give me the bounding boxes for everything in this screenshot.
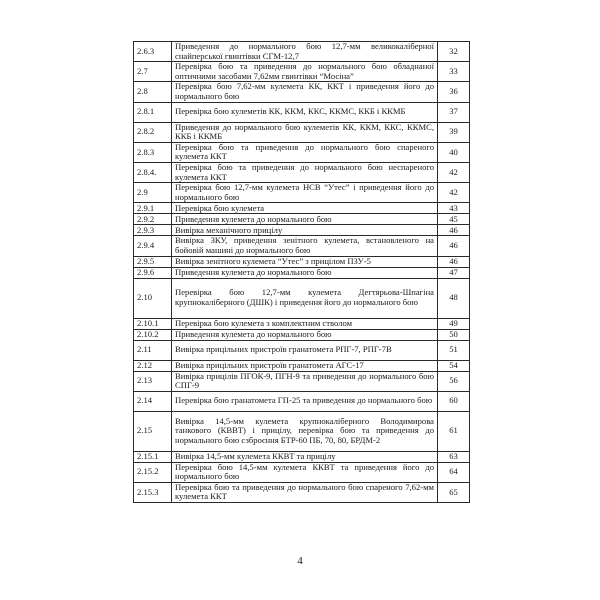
toc-row (134, 203, 470, 214)
toc-section-title: Вивірка ЗКУ, приведення зенітного кулемета, встановленого на бойовій машині до нормального бою (172, 236, 438, 256)
toc-section-title: Вивірка прицільних пристроїв гранатомета РПГ-7, РПГ-7В (172, 340, 438, 360)
toc-section-title: Приведення кулемета до нормального бою (172, 267, 438, 278)
toc-section-number: 2.10 (134, 278, 172, 318)
toc-section-number: 2.9.5 (134, 256, 172, 267)
toc-row (134, 142, 470, 162)
toc-page-number: 46 (438, 236, 470, 256)
toc-row (134, 236, 470, 256)
toc-page-number: 43 (438, 203, 470, 214)
toc-section-title: Приведення до нормального бою кулеметів КК, ККМ, ККС, ККМС, ККБ і ККМБ (172, 122, 438, 142)
toc-section-title: Вивірка прицілів ПГОК-9, ПГН-9 та приведення до нормального бою СПГ-9 (172, 371, 438, 391)
toc-body (134, 42, 470, 503)
toc-row (134, 62, 470, 82)
toc-page-number: 46 (438, 256, 470, 267)
toc-page-number: 50 (438, 329, 470, 340)
toc-section-number: 2.7 (134, 62, 172, 82)
page-number: 4 (297, 555, 303, 567)
toc-section-number: 2.10.2 (134, 329, 172, 340)
toc-section-title: Перевірка бою гранатомета ГП-25 та приведення до нормального бою (172, 391, 438, 411)
toc-page-number: 42 (438, 183, 470, 203)
toc-page-number: 47 (438, 267, 470, 278)
toc-page-number: 33 (438, 62, 470, 82)
toc-section-title: Приведення кулемета до нормального бою (172, 329, 438, 340)
toc-page-number: 32 (438, 42, 470, 62)
toc-row (134, 42, 470, 62)
toc-row (134, 183, 470, 203)
toc-page-number: 40 (438, 142, 470, 162)
toc-section-number: 2.11 (134, 340, 172, 360)
toc-page-number: 49 (438, 318, 470, 329)
toc-section-title: Перевірка бою кулемета (172, 203, 438, 214)
toc-row (134, 482, 470, 502)
toc-section-title: Перевірка бою 14,5-мм кулемета ККВТ та приведення його до нормального бою (172, 462, 438, 482)
toc-row (134, 411, 470, 451)
toc-section-title: Перевірка бою 12,7-мм кулемета Дегтярьова-Шпагіна крупнокаліберного (ДШК) і приведення його до нормального бою (172, 278, 438, 318)
toc-page-number: 37 (438, 102, 470, 122)
toc-row (134, 122, 470, 142)
toc-page-number: 48 (438, 278, 470, 318)
toc-page-number: 64 (438, 462, 470, 482)
toc-section-number: 2.9.2 (134, 214, 172, 225)
toc-section-number: 2.14 (134, 391, 172, 411)
toc-section-title: Перевірка бою кулеметів КК, ККМ, ККС, ККМС, ККБ і ККМБ (172, 102, 438, 122)
toc-page-number: 42 (438, 162, 470, 182)
toc-page-number: 61 (438, 411, 470, 451)
toc-row (134, 462, 470, 482)
toc-section-number: 2.8.1 (134, 102, 172, 122)
toc-section-number: 2.9 (134, 183, 172, 203)
toc-section-title: Приведення до нормального бою 12,7-мм великокаліберної снайперської гвинтівки СГМ-12,7 (172, 42, 438, 62)
toc-row (134, 267, 470, 278)
toc-row (134, 329, 470, 340)
toc-section-number: 2.9.6 (134, 267, 172, 278)
toc-row (134, 102, 470, 122)
table-of-contents (133, 41, 470, 503)
toc-section-number: 2.6.3 (134, 42, 172, 62)
toc-section-number: 2.12 (134, 360, 172, 371)
toc-section-number: 2.15.2 (134, 462, 172, 482)
toc-section-number: 2.15.3 (134, 482, 172, 502)
toc-section-title: Вивірка прицільних пристроїв гранатомета АГС-17 (172, 360, 438, 371)
toc-page-number: 46 (438, 225, 470, 236)
toc-section-number: 2.8.4. (134, 162, 172, 182)
toc-row (134, 278, 470, 318)
toc-row (134, 256, 470, 267)
toc-section-title: Перевірка бою 12,7-мм кулемета НСВ “Утес” і приведення його до нормального бою (172, 183, 438, 203)
toc-row (134, 360, 470, 371)
toc-row (134, 162, 470, 182)
toc-section-title: Перевірка бою та приведення до нормального бою неспареного кулемета ККТ (172, 162, 438, 182)
toc-page-number: 65 (438, 482, 470, 502)
toc-section-number: 2.15 (134, 411, 172, 451)
toc-section-title: Вивірка механічного прицілу (172, 225, 438, 236)
toc-row (134, 451, 470, 462)
toc-row (134, 340, 470, 360)
toc-page-number: 54 (438, 360, 470, 371)
toc-section-number: 2.9.3 (134, 225, 172, 236)
toc-section-title: Перевірка бою 7,62-мм кулемета КК, ККТ і приведення його до нормального бою (172, 82, 438, 102)
toc-section-title: Вивірка 14,5-мм кулемета крупнокаліберного Володимирова танкового (КВВТ) і прицілу, перевірка бою та приведення до нормального бою сзброєння БТР-60 ПБ, 70, 80, БРДМ-2 (172, 411, 438, 451)
toc-section-title: Вивірка 14,5-мм кулемета ККВТ та прицілу (172, 451, 438, 462)
toc-section-title: Перевірка бою та приведення до нормального бою спареного 7,62-мм кулемета ККТ (172, 482, 438, 502)
toc-row (134, 391, 470, 411)
toc-section-number: 2.9.4 (134, 236, 172, 256)
toc-section-title: Перевірка бою кулемета з комплектним стволом (172, 318, 438, 329)
toc-section-number: 2.15.1 (134, 451, 172, 462)
toc-row (134, 371, 470, 391)
toc-section-title: Приведення кулемета до нормального бою (172, 214, 438, 225)
toc-section-number: 2.8 (134, 82, 172, 102)
toc-section-number: 2.10.1 (134, 318, 172, 329)
toc-section-title: Перевірка бою та приведення до нормального бою спареного кулемета ККТ (172, 142, 438, 162)
toc-section-title: Вивірка зенітного кулемета “Утес” з прицілом ПЗУ-5 (172, 256, 438, 267)
toc-row (134, 318, 470, 329)
toc-section-number: 2.8.3 (134, 142, 172, 162)
toc-section-title: Перевірка бою та приведення до нормального бою обладнаної оптичними засобами 7,62мм гвинтівки “Мосіна” (172, 62, 438, 82)
toc-page-number: 36 (438, 82, 470, 102)
toc-section-number: 2.13 (134, 371, 172, 391)
toc-page-number: 39 (438, 122, 470, 142)
toc-page-number: 51 (438, 340, 470, 360)
toc-section-number: 2.8.2 (134, 122, 172, 142)
toc-page-number: 63 (438, 451, 470, 462)
toc-row (134, 214, 470, 225)
toc-section-number: 2.9.1 (134, 203, 172, 214)
toc-row (134, 82, 470, 102)
toc-page-number: 60 (438, 391, 470, 411)
toc-page-number: 56 (438, 371, 470, 391)
toc-row (134, 225, 470, 236)
toc-page-number: 45 (438, 214, 470, 225)
